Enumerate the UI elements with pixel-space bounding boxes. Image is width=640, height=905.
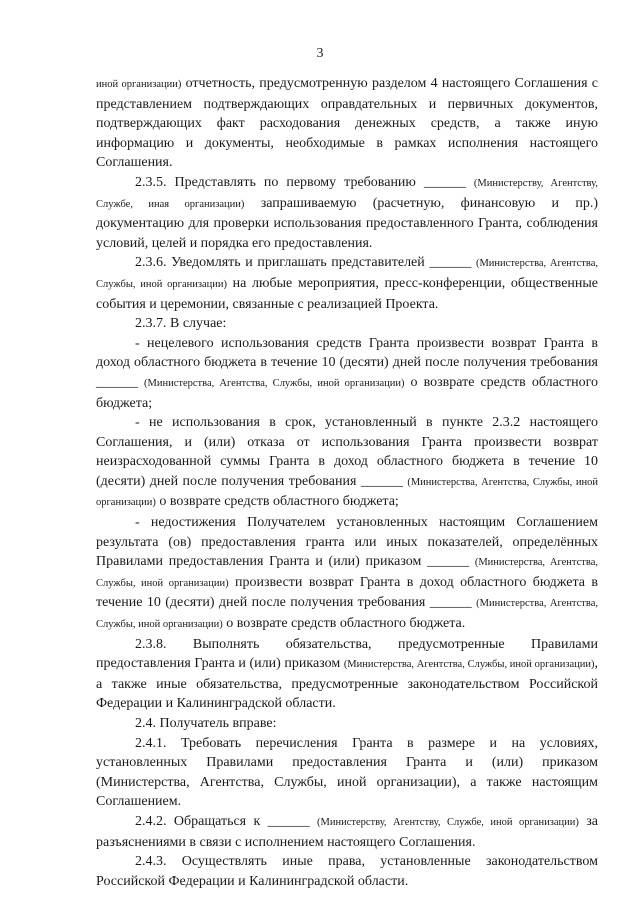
paragraph-text: запрашиваемую (расчетную, финансовую и пр.) документацию для проверки использования предоставленного Гранта, соблюдения условий, целей и порядка его предоставления. [96, 195, 598, 251]
paragraph-text: 2.3.8. Выполнять обязательства, предусмотренные Правилами предоставления Гранта и (или) приказом [96, 636, 598, 672]
paragraph-p6 [96, 513, 598, 635]
paragraph-text: - недостижения Получателем установленных настоящим Соглашением результата (ов) предоставления гранта или иных показателей, определённых Правилами предоставления Гранта и (или) приказом ______ [96, 515, 598, 570]
small-note: (Министерства, Агентства, Службы, иной организации) [96, 476, 599, 509]
paragraph-p7 [96, 635, 598, 714]
paragraph-text: о возврате средств областного бюджета; [96, 374, 599, 411]
paragraph-text: 2.4.1. Требовать перечисления Гранта в размере и на условиях, установленных Правилами предоставления Гранта и (или) приказом (Министерства, Агентства, Службы, иной организации), а также настоящим Соглашением. [96, 735, 598, 810]
paragraph-text: - нецелевого использования средств Гранта произвести возврат Гранта в доход областного бюджета в течение 10 (десяти) дней после получения требования ______ [96, 335, 598, 390]
paragraph-text: - не использования в срок, установленный в пункте 2.3.2 настоящего Соглашения, и (или) отказа от использования Гранта произвести возврат неизрасходованной суммы Гранта в доход областного бюджета в течение 10 (десяти) дней после получения требования ______ [96, 415, 598, 489]
paragraph-text: 2.3.5. Представлять по первому требованию ______ [135, 174, 474, 190]
small-note: (Министерству, Агентству, Службе, иной организации) [317, 816, 579, 828]
small-note: (Министерства, Агентства, Службы, иной организации) [96, 557, 598, 589]
paragraph-text: , а также иные обязательства, предусмотренные законодательством Российской Федерации и Калининградской области. [96, 656, 598, 712]
paragraph-p3 [96, 314, 598, 334]
paragraph-text: 2.4.3. Осуществлять иные права, установленные законодательством Российской Федерации и Калининградской области. [96, 854, 598, 889]
paragraph-p11 [96, 852, 598, 891]
small-note: (Министерства, Агентства, Службы, иной организации) [343, 659, 595, 671]
paragraph-text: 2.3.7. В случае: [135, 316, 227, 332]
paragraph-text: о возврате средств областного бюджета. [222, 616, 466, 632]
paragraph-p2 [96, 253, 598, 314]
paragraph-text: за разъяснениями в связи с исполнением настоящего Соглашения. [96, 813, 598, 850]
paragraph-text: на любые мероприятия, пресс-конференции, общественные события и церемонии, связанные с реализацией Проекта. [96, 275, 599, 312]
paragraph-text: произвести возврат Гранта в доход областного бюджета в течение 10 (десяти) дней после получения требования ______ [96, 574, 598, 611]
paragraph-p1 [96, 173, 598, 253]
paragraph-p0 [96, 74, 598, 173]
paragraph-text: 2.4. Получатель вправе: [135, 716, 277, 731]
paragraph-p4 [96, 334, 598, 413]
paragraph-text: о возврате средств областного бюджета; [155, 494, 399, 510]
small-note: (Министерства, Агентства, Службы, иной организации) [96, 598, 599, 631]
page-number: 3 [316, 46, 324, 61]
paragraph-text: отчетность, предусмотренную разделом 4 настоящего Соглашения с представлением подтверждающих оправдательных и первичных документов, подтверждающих факт расходования денежных средств, а также иную информацию и документы, необходимые в рамках исполнения настоящего Соглашения. [96, 76, 598, 171]
paragraph-text: 2.4.2. Обращаться к ______ [135, 813, 318, 829]
document-body [96, 74, 598, 891]
small-note: (Министерства, Агентства, Службы, иной организации) [144, 377, 405, 389]
small-note: иной организации) [96, 79, 182, 90]
paragraph-p10 [96, 812, 598, 852]
small-note: (Министерства, Агентства, Службы, иной организации) [96, 258, 598, 290]
paragraph-text: 2.3.6. Уведомлять и приглашать представителей ______ [135, 255, 476, 271]
paragraph-p5 [96, 413, 598, 513]
small-note: (Министерству, Агентству, Службе, иная организации) [96, 177, 598, 210]
paragraph-p8 [96, 714, 598, 734]
paragraph-p9 [96, 734, 598, 812]
